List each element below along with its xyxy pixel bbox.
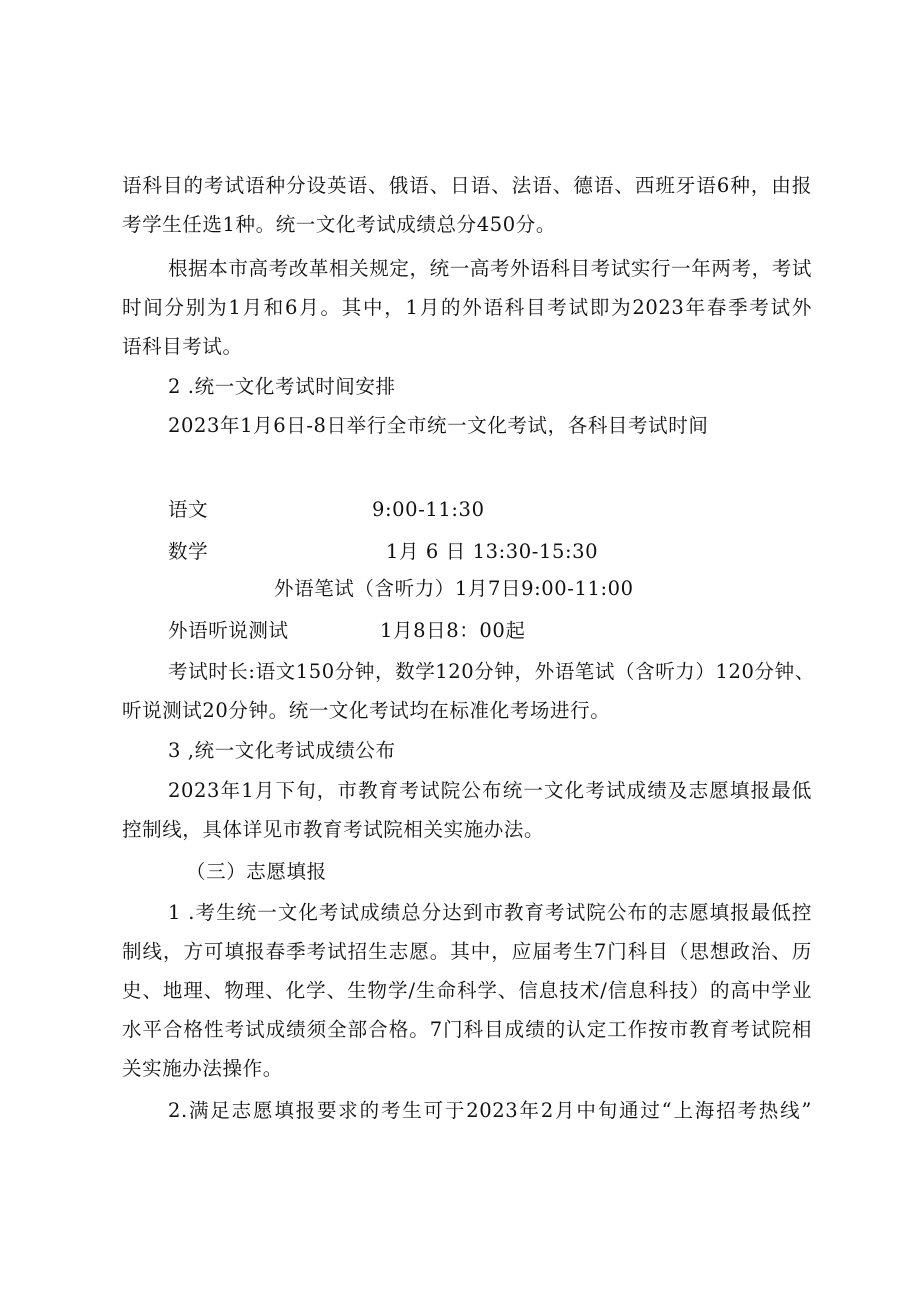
- schedule-listening-time: 1月8日8：00起: [380, 619, 526, 642]
- schedule-foreign-written: 外语笔试（含听力）1月7日9:00-11:00: [274, 577, 634, 600]
- paragraph-6-line-1: 1 .考生统一文化考试成绩总分达到市教育考试院公布的志愿填报最低控: [168, 901, 812, 924]
- paragraph-2-line-3: 语科目考试。: [122, 335, 243, 358]
- schedule-listening-subject: 外语听说测试: [168, 619, 289, 642]
- paragraph-4-line-2: 听说测试20分钟。统一文化考试均在标准化考场进行。: [122, 699, 611, 722]
- schedule-math-time: 1月 6 日 13:30-15:30: [386, 540, 599, 563]
- paragraph-4-line-1: 考试时长:语文150分钟，数学120分钟，外语笔试（含听力）120分钟、: [168, 660, 815, 683]
- schedule-math-subject: 数学: [168, 540, 209, 563]
- heading-2: 2 .统一文化考试时间安排: [168, 375, 396, 398]
- paragraph-5-line-2: 控制线，具体详见市教育考试院相关实施办法。: [122, 818, 545, 841]
- section-heading: （三）志愿填报: [186, 860, 327, 883]
- paragraph-6-line-5: 关实施办法操作。: [122, 1057, 283, 1080]
- paragraph-1-line-1: 语科目的考试语种分设英语、俄语、日语、法语、德语、西班牙语6种，由报: [122, 174, 812, 197]
- paragraph-6-line-2: 制线，方可填报春季考试招生志愿。其中，应届考生7门科目（思想政治、历: [122, 940, 812, 963]
- paragraph-6-line-3: 史、地理、物理、化学、生物学/生命科学、信息技术/信息科技）的高中学业: [122, 979, 812, 1002]
- paragraph-7-line-1: 2.满足志愿填报要求的考生可于2023年2月中旬通过“上海招考热线”: [168, 1099, 812, 1122]
- heading-3: 3 ,统一文化考试成绩公布: [168, 739, 396, 762]
- paragraph-1-line-2: 考学生任选1种。统一文化考试成绩总分450分。: [122, 213, 556, 236]
- paragraph-2-line-1: 根据本市高考改革相关规定，统一高考外语科目考试实行一年两考，考试: [168, 257, 812, 280]
- schedule-chinese-time: 9:00-11:30: [372, 498, 485, 521]
- schedule-chinese-subject: 语文: [168, 498, 209, 521]
- paragraph-5-line-1: 2023年1月下旬，市教育考试院公布统一文化考试成绩及志愿填报最低: [168, 779, 812, 802]
- paragraph-6-line-4: 水平合格性考试成绩须全部合格。7门科目成绩的认定工作按市教育考试院相: [122, 1018, 812, 1041]
- paragraph-2-line-2: 时间分别为1月和6月。其中，1月的外语科目考试即为2023年春季考试外: [122, 296, 812, 319]
- paragraph-3: 2023年1月6日-8日举行全市统一文化考试，各科目考试时间: [168, 414, 709, 437]
